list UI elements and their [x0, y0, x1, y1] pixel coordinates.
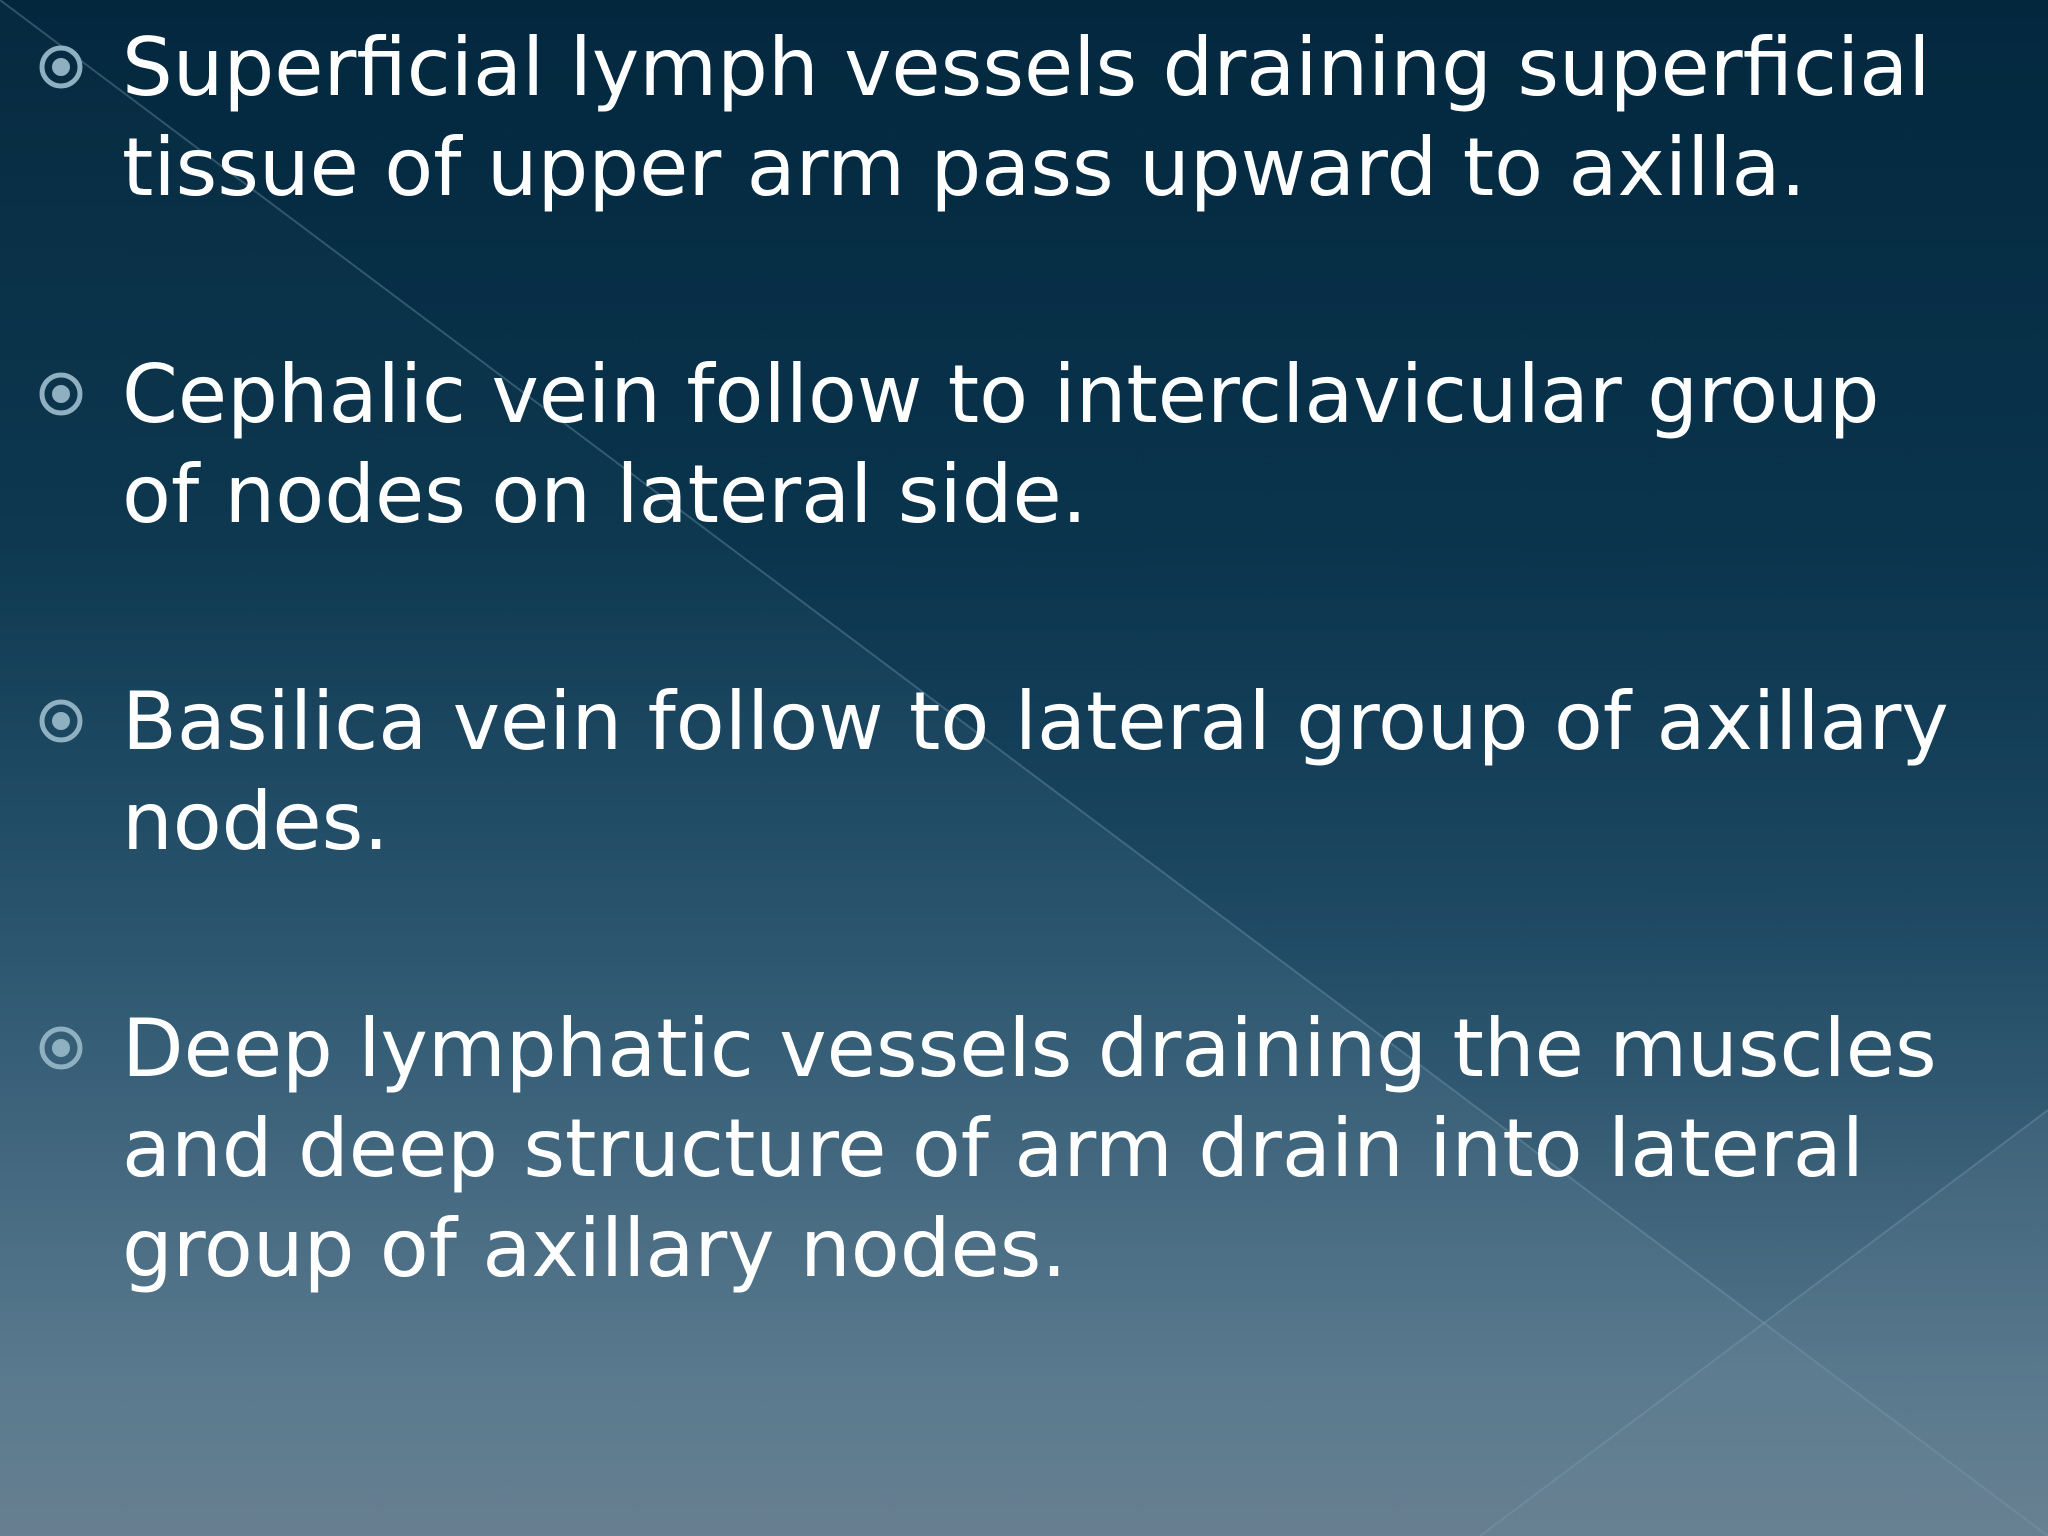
bullet-line: Cephalic vein follow to interclavicular group [122, 348, 1880, 441]
bullet-text [122, 345, 2022, 545]
circled-dot-icon [38, 44, 84, 90]
circled-dot-icon [38, 371, 84, 417]
bullet-line: of nodes on lateral side. [122, 448, 1088, 541]
bullet-line: group of axillary nodes. [122, 1202, 1067, 1295]
bullet-line: and deep structure of arm drain into lateral [122, 1102, 1864, 1195]
bullet-text [122, 999, 2022, 1299]
bullet-text [122, 18, 2022, 218]
circled-dot-icon [38, 698, 84, 744]
bullet-line: Superficial lymph vessels draining superficial [122, 21, 1931, 114]
bullet-text [122, 672, 2022, 872]
bullet-line: nodes. [122, 775, 389, 868]
bullet-line: Basilica vein follow to lateral group of axillary [122, 675, 1949, 768]
bullet-line: tissue of upper arm pass upward to axilla. [122, 121, 1806, 214]
bullet-line: Deep lymphatic vessels draining the muscles [122, 1002, 1937, 1095]
circled-dot-icon [38, 1025, 84, 1071]
